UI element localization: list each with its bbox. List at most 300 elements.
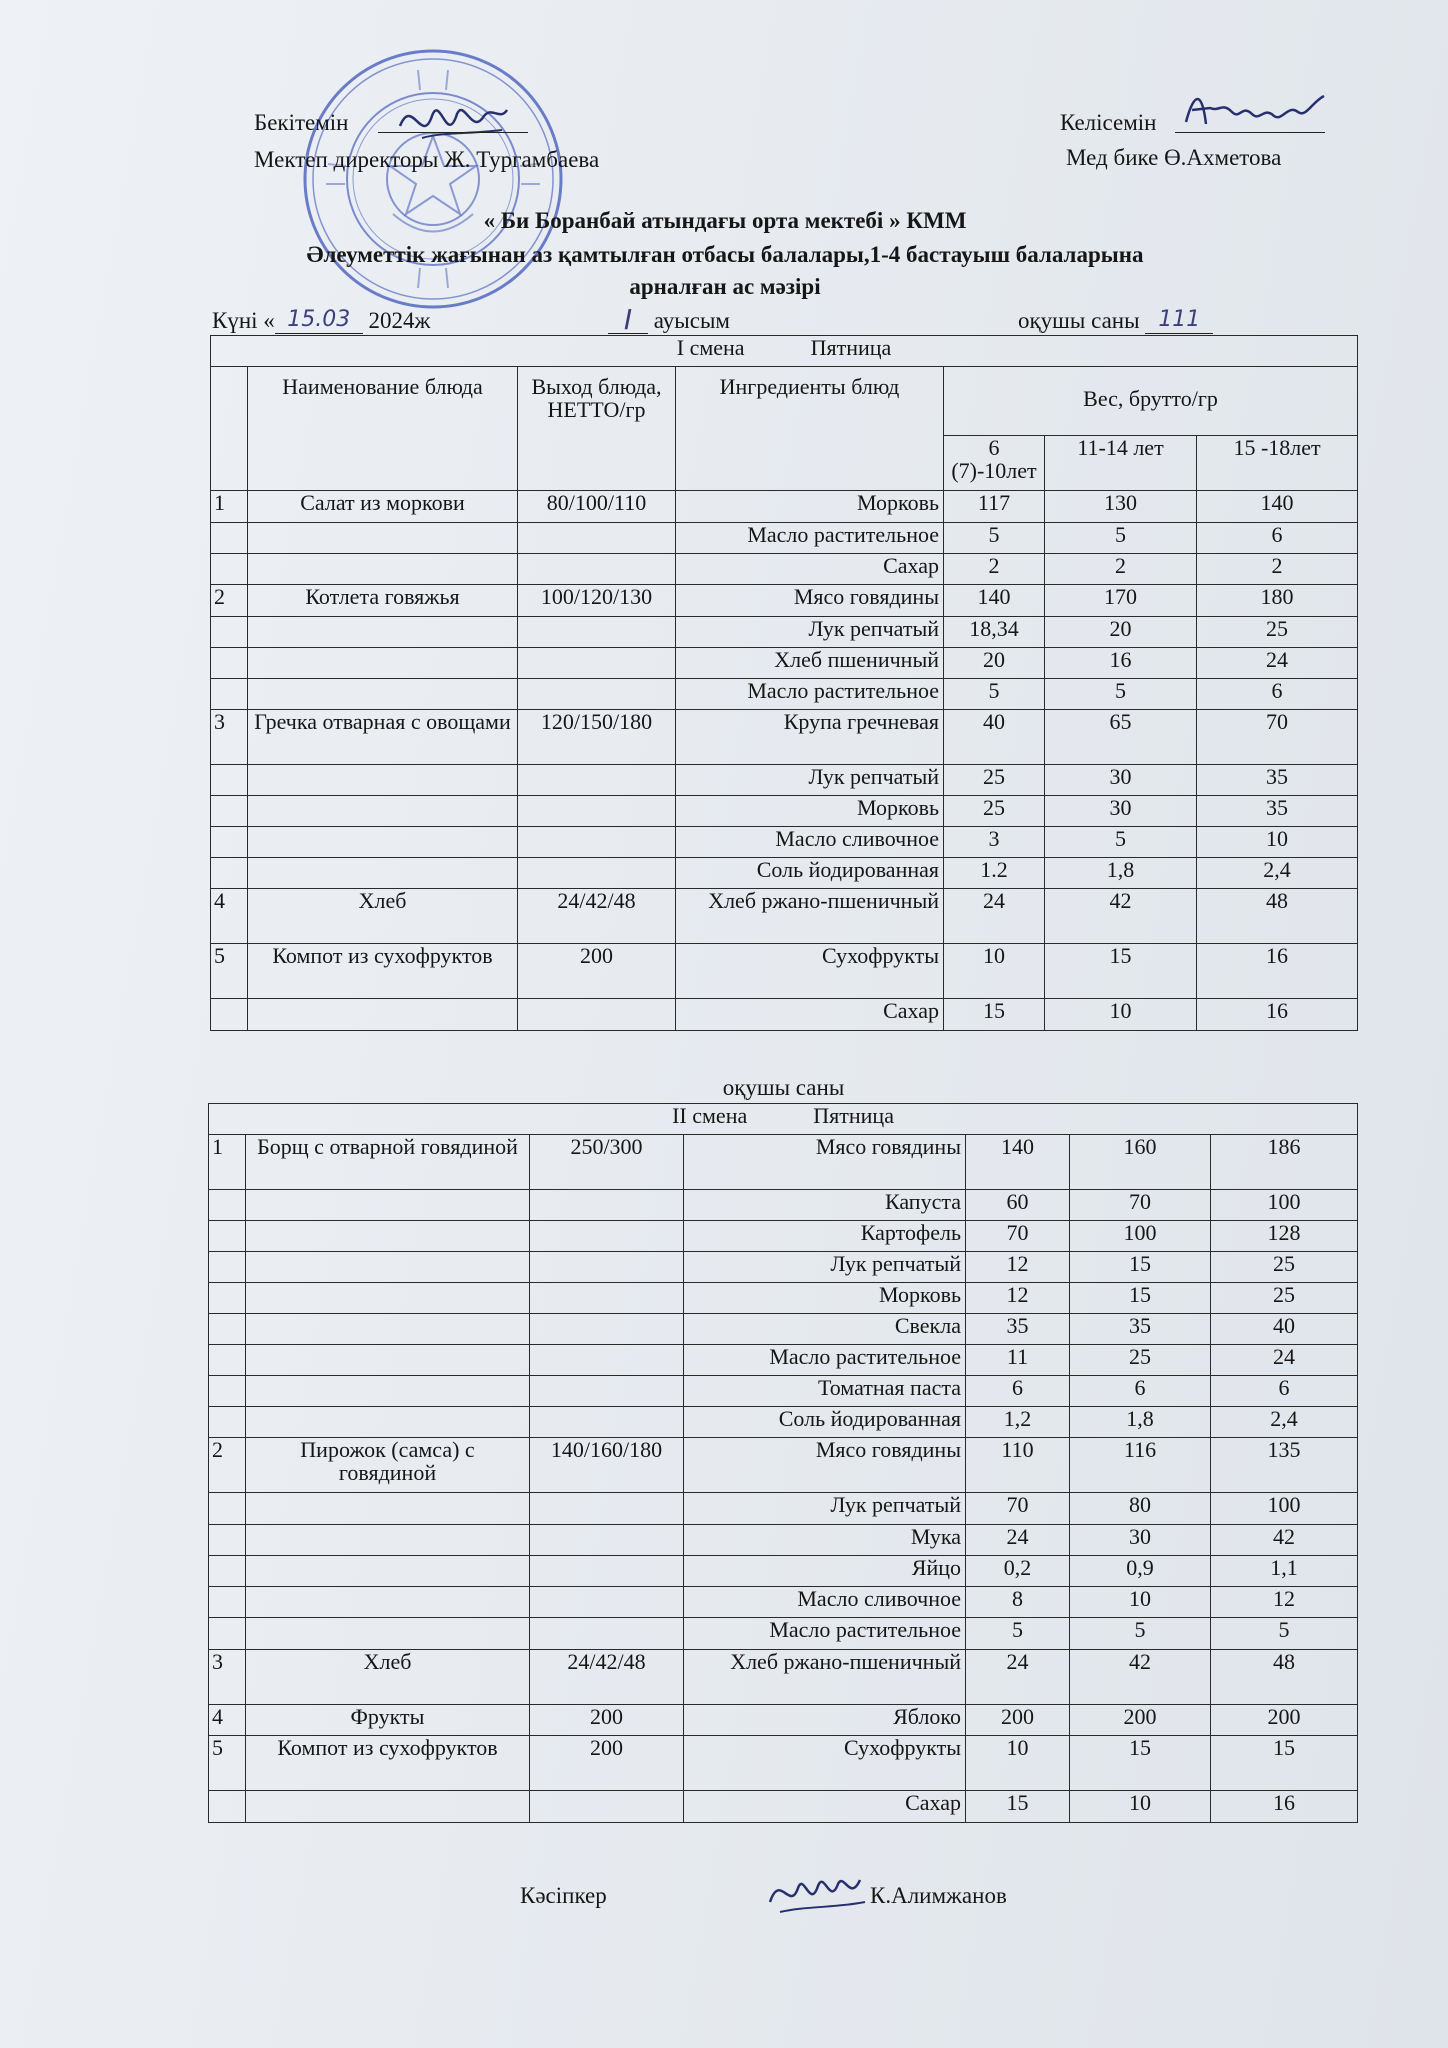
weight-age-11-14: 10 bbox=[1070, 1791, 1211, 1823]
table-row bbox=[211, 617, 1358, 648]
weight-age-6-10: 2 bbox=[944, 554, 1045, 585]
weight-age-15-18: 15 bbox=[1211, 1736, 1358, 1791]
ingredient-name: Сухофрукты bbox=[676, 944, 944, 999]
dish-output bbox=[518, 523, 676, 554]
weight-age-15-18: 6 bbox=[1197, 679, 1358, 710]
dish-name: Борщ с отварной говядиной bbox=[246, 1135, 530, 1190]
weight-age-15-18: 16 bbox=[1211, 1791, 1358, 1823]
table-row bbox=[209, 1736, 1358, 1791]
dish-name: Компот из сухофруктов bbox=[246, 1736, 530, 1791]
dish-name bbox=[246, 1587, 530, 1618]
dish-output bbox=[530, 1525, 684, 1556]
weight-age-15-18: 135 bbox=[1211, 1438, 1358, 1493]
dish-name bbox=[246, 1493, 530, 1525]
weight-age-6-10: 110 bbox=[966, 1438, 1070, 1493]
weight-age-6-10: 15 bbox=[966, 1791, 1070, 1823]
entrepreneur-name: К.Алимжанов bbox=[870, 1883, 1007, 1908]
weight-age-11-14: 170 bbox=[1045, 585, 1197, 617]
dish-output bbox=[530, 1190, 684, 1221]
weight-age-6-10: 1.2 bbox=[944, 858, 1045, 889]
weight-age-11-14: 35 bbox=[1070, 1314, 1211, 1345]
table-row bbox=[211, 796, 1358, 827]
weight-age-6-10: 200 bbox=[966, 1705, 1070, 1736]
dish-name bbox=[246, 1791, 530, 1823]
dish-name: Пирожок (самса) с говядиной bbox=[246, 1438, 530, 1493]
weight-age-11-14: 25 bbox=[1070, 1345, 1211, 1376]
dish-name bbox=[246, 1221, 530, 1252]
dish-output: 200 bbox=[530, 1705, 684, 1736]
row-number: 1 bbox=[209, 1135, 246, 1190]
weight-age-11-14: 42 bbox=[1045, 889, 1197, 944]
dish-name: Хлеб bbox=[248, 889, 518, 944]
row-number bbox=[211, 554, 248, 585]
shift-1-day: Пятница bbox=[810, 335, 892, 360]
weight-age-6-10: 140 bbox=[966, 1135, 1070, 1190]
dish-name bbox=[248, 858, 518, 889]
weight-age-11-14: 30 bbox=[1070, 1525, 1211, 1556]
entrepreneur-signature bbox=[760, 1862, 870, 1922]
ingredient-name: Масло растительное bbox=[676, 523, 944, 554]
row-number: 4 bbox=[209, 1705, 246, 1736]
table-row bbox=[211, 554, 1358, 585]
dish-name bbox=[246, 1190, 530, 1221]
weight-age-6-10: 10 bbox=[966, 1736, 1070, 1791]
ingredient-name: Масло растительное bbox=[684, 1618, 966, 1650]
column-header-row bbox=[211, 367, 1358, 436]
weight-age-15-18: 2 bbox=[1197, 554, 1358, 585]
weight-age-6-10: 5 bbox=[944, 679, 1045, 710]
weight-age-15-18: 40 bbox=[1211, 1314, 1358, 1345]
dish-output bbox=[518, 827, 676, 858]
ingredient-name: Картофель bbox=[684, 1221, 966, 1252]
table-row bbox=[209, 1650, 1358, 1705]
weight-age-6-10: 0,2 bbox=[966, 1556, 1070, 1587]
row-number bbox=[211, 617, 248, 648]
approve-sign-line bbox=[378, 132, 528, 133]
dish-name bbox=[248, 827, 518, 858]
weight-age-15-18: 70 bbox=[1197, 710, 1358, 765]
table-row bbox=[209, 1791, 1358, 1823]
weight-age-11-14: 1,8 bbox=[1070, 1407, 1211, 1438]
col-dish-name: Наименование блюда bbox=[248, 367, 518, 491]
weight-age-15-18: 186 bbox=[1211, 1135, 1358, 1190]
table-row bbox=[211, 889, 1358, 944]
ingredient-name: Сухофрукты bbox=[684, 1736, 966, 1791]
weight-age-6-10: 35 bbox=[966, 1314, 1070, 1345]
ingredient-name: Томатная паста bbox=[684, 1376, 966, 1407]
weight-age-6-10: 24 bbox=[966, 1525, 1070, 1556]
dish-output bbox=[518, 858, 676, 889]
ingredient-name: Лук репчатый bbox=[676, 765, 944, 796]
menu-table-shift-2 bbox=[208, 1103, 1358, 1823]
dish-name bbox=[248, 796, 518, 827]
row-number bbox=[209, 1345, 246, 1376]
dish-output: 100/120/130 bbox=[518, 585, 676, 617]
weight-age-6-10: 70 bbox=[966, 1493, 1070, 1525]
ingredient-name: Яйцо bbox=[684, 1556, 966, 1587]
weight-age-11-14: 160 bbox=[1070, 1135, 1211, 1190]
weight-age-15-18: 35 bbox=[1197, 765, 1358, 796]
dish-name: Гречка отварная с овощами bbox=[248, 710, 518, 765]
school-name: « Би Боранбай атындағы орта мектебі » КММ bbox=[483, 208, 967, 233]
dish-name bbox=[246, 1376, 530, 1407]
ingredient-name: Соль йодированная bbox=[676, 858, 944, 889]
row-number bbox=[209, 1314, 246, 1345]
ingredient-name: Лук репчатый bbox=[676, 617, 944, 648]
dish-output bbox=[530, 1376, 684, 1407]
weight-age-11-14: 65 bbox=[1045, 710, 1197, 765]
weight-age-15-18: 5 bbox=[1211, 1618, 1358, 1650]
dish-output: 200 bbox=[530, 1736, 684, 1791]
table-row bbox=[209, 1587, 1358, 1618]
weight-age-6-10: 10 bbox=[944, 944, 1045, 999]
weight-age-6-10: 5 bbox=[966, 1618, 1070, 1650]
row-number bbox=[211, 999, 248, 1031]
ingredient-name: Хлеб ржано-пшеничный bbox=[684, 1650, 966, 1705]
dish-name: Компот из сухофруктов bbox=[248, 944, 518, 999]
shift-line bbox=[608, 303, 730, 336]
dish-name bbox=[248, 765, 518, 796]
weight-age-6-10: 24 bbox=[944, 889, 1045, 944]
row-number bbox=[209, 1618, 246, 1650]
table-row bbox=[211, 765, 1358, 796]
ingredient-name: Масло сливочное bbox=[684, 1587, 966, 1618]
weight-age-15-18: 200 bbox=[1211, 1705, 1358, 1736]
weight-age-11-14: 2 bbox=[1045, 554, 1197, 585]
row-number bbox=[211, 827, 248, 858]
weight-age-6-10: 24 bbox=[966, 1650, 1070, 1705]
weight-age-15-18: 128 bbox=[1211, 1221, 1358, 1252]
dish-output: 140/160/180 bbox=[530, 1438, 684, 1493]
ingredient-name: Лук репчатый bbox=[684, 1493, 966, 1525]
col-age-11-14: 11-14 лет bbox=[1045, 436, 1197, 491]
table-row bbox=[209, 1283, 1358, 1314]
weight-age-11-14: 15 bbox=[1070, 1252, 1211, 1283]
weight-age-6-10: 5 bbox=[944, 523, 1045, 554]
dish-name bbox=[246, 1345, 530, 1376]
row-number bbox=[209, 1493, 246, 1525]
dish-output bbox=[530, 1345, 684, 1376]
dish-name bbox=[248, 679, 518, 710]
row-number bbox=[209, 1556, 246, 1587]
agree-label: Келісемін bbox=[1060, 110, 1157, 135]
menu-subtitle-2: арналған ас мәзірі bbox=[629, 274, 821, 299]
weight-age-11-14: 15 bbox=[1070, 1736, 1211, 1791]
weight-age-15-18: 2,4 bbox=[1197, 858, 1358, 889]
date-handwritten: 15.03 bbox=[275, 307, 363, 334]
row-number bbox=[209, 1376, 246, 1407]
table-row bbox=[209, 1190, 1358, 1221]
students-label: оқушы саны bbox=[1018, 308, 1140, 333]
students-handwritten: 111 bbox=[1145, 307, 1213, 334]
row-number bbox=[209, 1587, 246, 1618]
director-name: Мектеп директоры Ж. Тургамбаева bbox=[254, 147, 600, 172]
table-row bbox=[211, 827, 1358, 858]
shift-2-title bbox=[209, 1104, 1358, 1135]
table-row bbox=[209, 1345, 1358, 1376]
row-number bbox=[211, 523, 248, 554]
dish-output bbox=[518, 999, 676, 1031]
weight-age-11-14: 130 bbox=[1045, 491, 1197, 523]
ingredient-name: Мука bbox=[684, 1525, 966, 1556]
weight-age-15-18: 42 bbox=[1211, 1525, 1358, 1556]
ingredient-name: Морковь bbox=[684, 1283, 966, 1314]
weight-age-11-14: 5 bbox=[1070, 1618, 1211, 1650]
table-row bbox=[209, 1135, 1358, 1190]
table-row bbox=[209, 1493, 1358, 1525]
row-number bbox=[211, 765, 248, 796]
weight-age-6-10: 20 bbox=[944, 648, 1045, 679]
row-number bbox=[211, 796, 248, 827]
dish-output bbox=[530, 1314, 684, 1345]
weight-age-15-18: 100 bbox=[1211, 1493, 1358, 1525]
ingredient-name: Яблоко bbox=[684, 1705, 966, 1736]
row-number bbox=[209, 1221, 246, 1252]
weight-age-15-18: 16 bbox=[1197, 944, 1358, 999]
weight-age-6-10: 25 bbox=[944, 796, 1045, 827]
shift-2-label: II смена bbox=[672, 1103, 748, 1128]
shift-label: ауысым bbox=[653, 308, 730, 333]
weight-age-6-10: 12 bbox=[966, 1252, 1070, 1283]
shift-1-title bbox=[211, 336, 1358, 367]
dish-name: Хлеб bbox=[246, 1650, 530, 1705]
table-row bbox=[209, 1407, 1358, 1438]
students-line bbox=[1018, 307, 1213, 334]
table-row bbox=[209, 1618, 1358, 1650]
dish-output bbox=[518, 648, 676, 679]
weight-age-11-14: 30 bbox=[1045, 796, 1197, 827]
weight-age-11-14: 5 bbox=[1045, 523, 1197, 554]
ingredient-name: Масло растительное bbox=[684, 1345, 966, 1376]
weight-age-11-14: 116 bbox=[1070, 1438, 1211, 1493]
weight-age-6-10: 70 bbox=[966, 1221, 1070, 1252]
dish-name bbox=[248, 999, 518, 1031]
table-row bbox=[211, 858, 1358, 889]
dish-name bbox=[246, 1407, 530, 1438]
ingredient-name: Мясо говядины bbox=[684, 1135, 966, 1190]
table-row bbox=[211, 679, 1358, 710]
ingredient-name: Сахар bbox=[676, 554, 944, 585]
row-number: 3 bbox=[211, 710, 248, 765]
col-age-6-10: 6 (7)-10лет bbox=[944, 436, 1045, 491]
dish-name bbox=[248, 554, 518, 585]
ingredient-name: Крупа гречневая bbox=[676, 710, 944, 765]
ingredient-name: Масло сливочное bbox=[676, 827, 944, 858]
weight-age-6-10: 8 bbox=[966, 1587, 1070, 1618]
dish-name bbox=[248, 523, 518, 554]
weight-age-6-10: 3 bbox=[944, 827, 1045, 858]
weight-age-15-18: 24 bbox=[1197, 648, 1358, 679]
dish-output bbox=[518, 679, 676, 710]
table-row bbox=[209, 1438, 1358, 1493]
row-number: 2 bbox=[211, 585, 248, 617]
row-number: 1 bbox=[211, 491, 248, 523]
row-number: 2 bbox=[209, 1438, 246, 1493]
weight-age-11-14: 16 bbox=[1045, 648, 1197, 679]
table-row bbox=[209, 1525, 1358, 1556]
table-row bbox=[209, 1376, 1358, 1407]
date-line bbox=[212, 307, 430, 334]
weight-age-11-14: 5 bbox=[1045, 679, 1197, 710]
weight-age-15-18: 1,1 bbox=[1211, 1556, 1358, 1587]
dish-output bbox=[530, 1618, 684, 1650]
ingredient-name: Сахар bbox=[684, 1791, 966, 1823]
row-number bbox=[209, 1791, 246, 1823]
weight-age-11-14: 10 bbox=[1045, 999, 1197, 1031]
dish-output bbox=[530, 1221, 684, 1252]
weight-age-11-14: 10 bbox=[1070, 1587, 1211, 1618]
weight-age-11-14: 20 bbox=[1045, 617, 1197, 648]
dish-output bbox=[530, 1791, 684, 1823]
weight-age-11-14: 30 bbox=[1045, 765, 1197, 796]
dish-name bbox=[248, 617, 518, 648]
weight-age-11-14: 1,8 bbox=[1045, 858, 1197, 889]
row-number bbox=[211, 858, 248, 889]
nurse-name: Мед бике Ө.Ахметова bbox=[1066, 145, 1282, 170]
shift-1-label: I смена bbox=[676, 335, 745, 360]
row-number: 5 bbox=[211, 944, 248, 999]
row-number bbox=[209, 1407, 246, 1438]
weight-age-15-18: 16 bbox=[1197, 999, 1358, 1031]
weight-age-11-14: 0,9 bbox=[1070, 1556, 1211, 1587]
weight-age-15-18: 6 bbox=[1197, 523, 1358, 554]
weight-age-6-10: 12 bbox=[966, 1283, 1070, 1314]
ingredient-name: Морковь bbox=[676, 491, 944, 523]
weight-age-6-10: 40 bbox=[944, 710, 1045, 765]
weight-age-15-18: 100 bbox=[1211, 1190, 1358, 1221]
table-row bbox=[209, 1221, 1358, 1252]
row-number bbox=[209, 1190, 246, 1221]
dish-name: Салат из моркови bbox=[248, 491, 518, 523]
dish-name bbox=[246, 1314, 530, 1345]
weight-age-15-18: 140 bbox=[1197, 491, 1358, 523]
weight-age-11-14: 6 bbox=[1070, 1376, 1211, 1407]
weight-age-15-18: 25 bbox=[1197, 617, 1358, 648]
dish-name bbox=[248, 648, 518, 679]
table-row bbox=[211, 491, 1358, 523]
ingredient-name: Сахар bbox=[676, 999, 944, 1031]
weight-age-11-14: 80 bbox=[1070, 1493, 1211, 1525]
table-row bbox=[211, 585, 1358, 617]
row-number: 5 bbox=[209, 1736, 246, 1791]
dish-name: Котлета говяжья bbox=[248, 585, 518, 617]
row-number bbox=[211, 648, 248, 679]
dish-output bbox=[518, 617, 676, 648]
weight-age-15-18: 35 bbox=[1197, 796, 1358, 827]
weight-age-11-14: 5 bbox=[1045, 827, 1197, 858]
weight-age-6-10: 25 bbox=[944, 765, 1045, 796]
ingredient-name: Соль йодированная bbox=[684, 1407, 966, 1438]
weight-age-6-10: 60 bbox=[966, 1190, 1070, 1221]
row-number bbox=[209, 1252, 246, 1283]
weight-age-6-10: 140 bbox=[944, 585, 1045, 617]
students-count-label: оқушы саны bbox=[722, 1075, 845, 1100]
ingredient-name: Хлеб пшеничный bbox=[676, 648, 944, 679]
weight-age-15-18: 10 bbox=[1197, 827, 1358, 858]
table-row bbox=[209, 1252, 1358, 1283]
col-ingredients: Ингредиенты блюд bbox=[676, 367, 944, 491]
col-weight: Вес, брутто/гр bbox=[944, 367, 1358, 436]
dish-output bbox=[530, 1283, 684, 1314]
shift-2-day: Пятница bbox=[813, 1103, 894, 1128]
table-row bbox=[211, 710, 1358, 765]
weight-age-15-18: 24 bbox=[1211, 1345, 1358, 1376]
row-number: 4 bbox=[211, 889, 248, 944]
shift-1-title-row bbox=[211, 336, 1358, 367]
table-row bbox=[209, 1556, 1358, 1587]
dish-output bbox=[518, 554, 676, 585]
weight-age-6-10: 15 bbox=[944, 999, 1045, 1031]
dish-output bbox=[530, 1556, 684, 1587]
col-age-15-18: 15 -18лет bbox=[1197, 436, 1358, 491]
dish-output bbox=[530, 1587, 684, 1618]
table-row bbox=[211, 944, 1358, 999]
weight-age-11-14: 100 bbox=[1070, 1221, 1211, 1252]
col-output: Выход блюда, НЕТТО/гр bbox=[518, 367, 676, 491]
weight-age-15-18: 6 bbox=[1211, 1376, 1358, 1407]
row-number: 3 bbox=[209, 1650, 246, 1705]
dish-output bbox=[518, 765, 676, 796]
dish-output: 200 bbox=[518, 944, 676, 999]
weight-age-15-18: 180 bbox=[1197, 585, 1358, 617]
nurse-signature bbox=[1180, 82, 1330, 132]
dish-name bbox=[246, 1252, 530, 1283]
menu-table-shift-1 bbox=[210, 335, 1358, 1031]
weight-age-11-14: 42 bbox=[1070, 1650, 1211, 1705]
dish-name bbox=[246, 1283, 530, 1314]
weight-age-15-18: 12 bbox=[1211, 1587, 1358, 1618]
dish-name: Фрукты bbox=[246, 1705, 530, 1736]
director-signature bbox=[392, 86, 512, 156]
dish-name bbox=[246, 1525, 530, 1556]
ingredient-name: Хлеб ржано-пшеничный bbox=[676, 889, 944, 944]
dish-output bbox=[518, 796, 676, 827]
ingredient-name: Морковь bbox=[676, 796, 944, 827]
weight-age-11-14: 15 bbox=[1045, 944, 1197, 999]
row-number bbox=[211, 679, 248, 710]
weight-age-11-14: 70 bbox=[1070, 1190, 1211, 1221]
table-row bbox=[211, 523, 1358, 554]
weight-age-15-18: 48 bbox=[1211, 1650, 1358, 1705]
weight-age-6-10: 117 bbox=[944, 491, 1045, 523]
ingredient-name: Масло растительное bbox=[676, 679, 944, 710]
agree-sign-line bbox=[1175, 132, 1325, 133]
row-number bbox=[209, 1525, 246, 1556]
shift-2-title-row bbox=[209, 1104, 1358, 1135]
dish-output bbox=[530, 1407, 684, 1438]
weight-age-11-14: 15 bbox=[1070, 1283, 1211, 1314]
dish-output bbox=[530, 1252, 684, 1283]
weight-age-6-10: 11 bbox=[966, 1345, 1070, 1376]
dish-output: 24/42/48 bbox=[518, 889, 676, 944]
weight-age-6-10: 6 bbox=[966, 1376, 1070, 1407]
weight-age-15-18: 25 bbox=[1211, 1252, 1358, 1283]
table-row bbox=[209, 1705, 1358, 1736]
dish-name bbox=[246, 1556, 530, 1587]
table-row bbox=[209, 1314, 1358, 1345]
weight-age-6-10: 18,34 bbox=[944, 617, 1045, 648]
shift-handwritten: I bbox=[608, 307, 648, 334]
ingredient-name: Капуста bbox=[684, 1190, 966, 1221]
date-year: 2024ж bbox=[368, 308, 431, 333]
ingredient-name: Свекла bbox=[684, 1314, 966, 1345]
dish-output bbox=[530, 1493, 684, 1525]
dish-output: 120/150/180 bbox=[518, 710, 676, 765]
dish-output: 24/42/48 bbox=[530, 1650, 684, 1705]
weight-age-15-18: 25 bbox=[1211, 1283, 1358, 1314]
table-row bbox=[211, 999, 1358, 1031]
menu-subtitle-1: Әлеуметтік жағынан аз қамтылған отбасы балалары,1-4 бастауыш балаларына bbox=[306, 242, 1144, 267]
